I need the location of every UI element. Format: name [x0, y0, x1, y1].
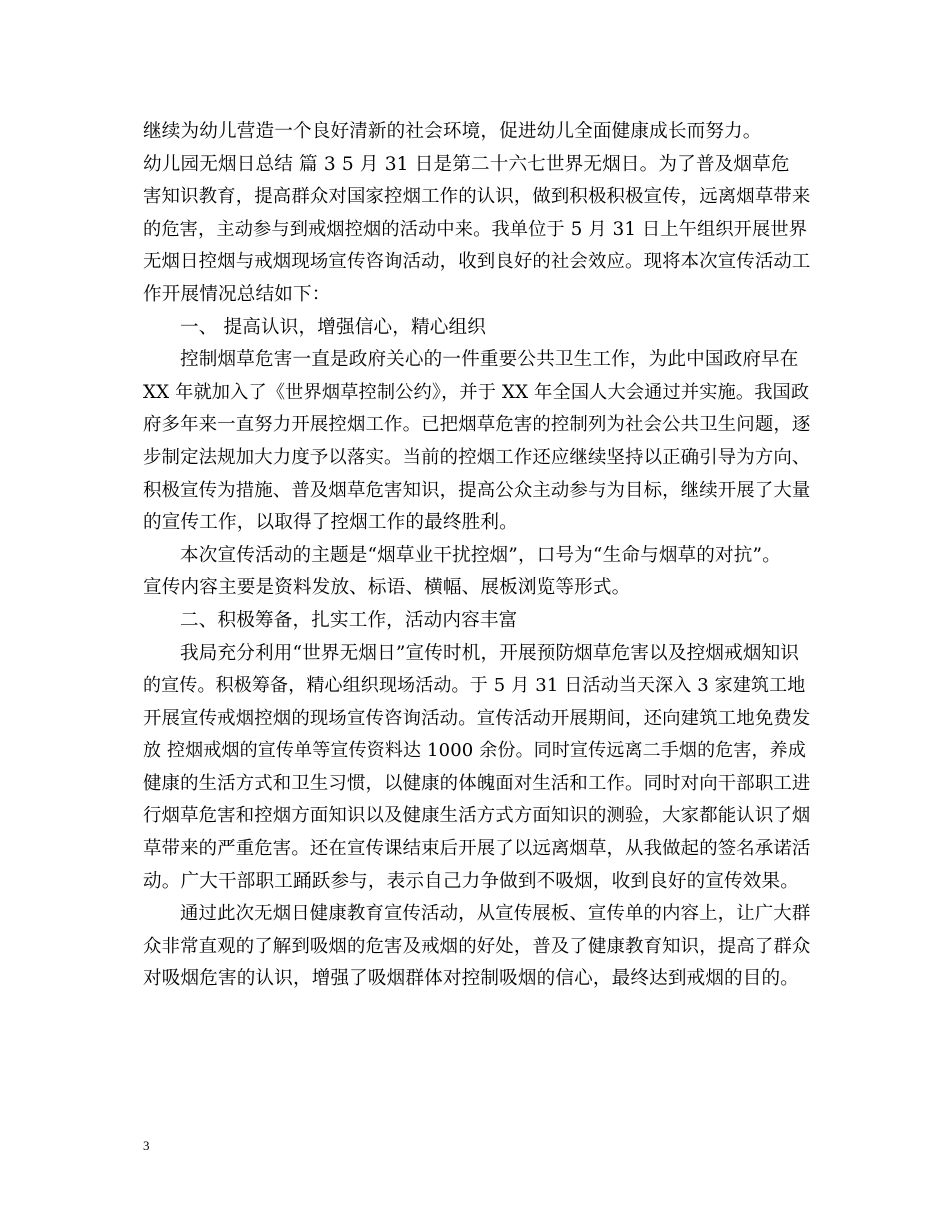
text-line: 控制烟草危害一直是政府关心的一件重要公共卫生工作，为此中国政府早在 — [180, 349, 799, 371]
text-line: 放 控烟戒烟的宣传单等宣传资料达 1000 余份。同时宣传远离二手烟的危害，养成 — [143, 740, 806, 762]
text-line: 动。广大干部职工踊跃参与，表示自己力争做到不吸烟，收到良好的宣传效果。 — [143, 870, 800, 892]
text-line: 一、 提高认识，增强信心，精心组织 — [180, 316, 486, 338]
page-number: 3 — [143, 1138, 150, 1153]
text-line: 对吸烟危害的认识，增强了吸烟群体对控制吸烟的信心，最终达到戒烟的目的。 — [143, 968, 800, 990]
document-body — [143, 116, 811, 996]
text-line: 宣传内容主要是资料发放、标语、横幅、展板浏览等形式。 — [143, 577, 631, 599]
text-line: 的宣传。积极筹备，精心组织现场活动。于 5 月 31 日活动当天深入 3 家建筑工地 — [143, 675, 806, 697]
text-line: 二、积极筹备，扎实工作，活动内容丰富 — [180, 609, 518, 631]
text-line: 作开展情况总结如下： — [143, 283, 331, 305]
text-line: 开展宣传戒烟控烟的现场宣传咨询活动。宣传活动开展期间，还向建筑工地免费发 — [143, 707, 811, 729]
text-line: 行烟草危害和控烟方面知识以及健康生活方式方面知识的测验，大家都能认识了烟 — [143, 805, 811, 827]
text-line: 步制定法规加大力度予以落实。当前的控烟工作还应继续坚持以正确引导为方向、 — [143, 446, 811, 468]
text-line: 本次宣传活动的主题是“烟草业干扰控烟”，口号为“生命与烟草的对抗”。 — [180, 544, 781, 566]
text-line: 幼儿园无烟日总结 篇 3 5 月 31 日是第二十六七世界无烟日。为了普及烟草危 — [143, 153, 790, 175]
text-line: 健康的生活方式和卫生习惯，以健康的体魄面对生活和工作。同时对向干部职工进 — [143, 772, 811, 794]
text-line: XX 年就加入了《世界烟草控制公约》，并于 XX 年全国人大会通过并实施。我国政 — [143, 381, 810, 403]
text-line: 府多年来一直努力开展控烟工作。已把烟草危害的控制列为社会公共卫生问题，逐 — [143, 414, 811, 436]
text-line: 继续为幼儿营造一个良好清新的社会环境，促进幼儿全面健康成长而努力。 — [143, 121, 762, 142]
text-line: 草带来的严重危害。还在宣传课结束后开展了以远离烟草，从我做起的签名承诺活 — [143, 838, 811, 860]
text-line: 害知识教育，提高群众对国家控烟工作的认识，做到积极积极宣传，远离烟草带来 — [143, 186, 811, 208]
text-line: 积极宣传为措施、普及烟草危害知识，提高公众主动参与为目标，继续开展了大量 — [143, 479, 811, 501]
text-line: 无烟日控烟与戒烟现场宣传咨询活动，收到良好的社会效应。现将本次宣传活动工 — [143, 251, 811, 273]
text-line: 的危害，主动参与到戒烟控烟的活动中来。我单位于 5 月 31 日上午组织开展世界 — [143, 218, 808, 240]
text-line: 我局充分利用“世界无烟日”宣传时机，开展预防烟草危害以及控烟戒烟知识 — [180, 642, 800, 664]
text-line: 众非常直观的了解到吸烟的危害及戒烟的好处，普及了健康教育知识，提高了群众 — [143, 935, 811, 957]
text-line: 通过此次无烟日健康教育宣传活动，从宣传展板、宣传单的内容上，让广大群 — [180, 903, 811, 925]
text-line: 的宣传工作，以取得了控烟工作的最终胜利。 — [143, 512, 518, 534]
